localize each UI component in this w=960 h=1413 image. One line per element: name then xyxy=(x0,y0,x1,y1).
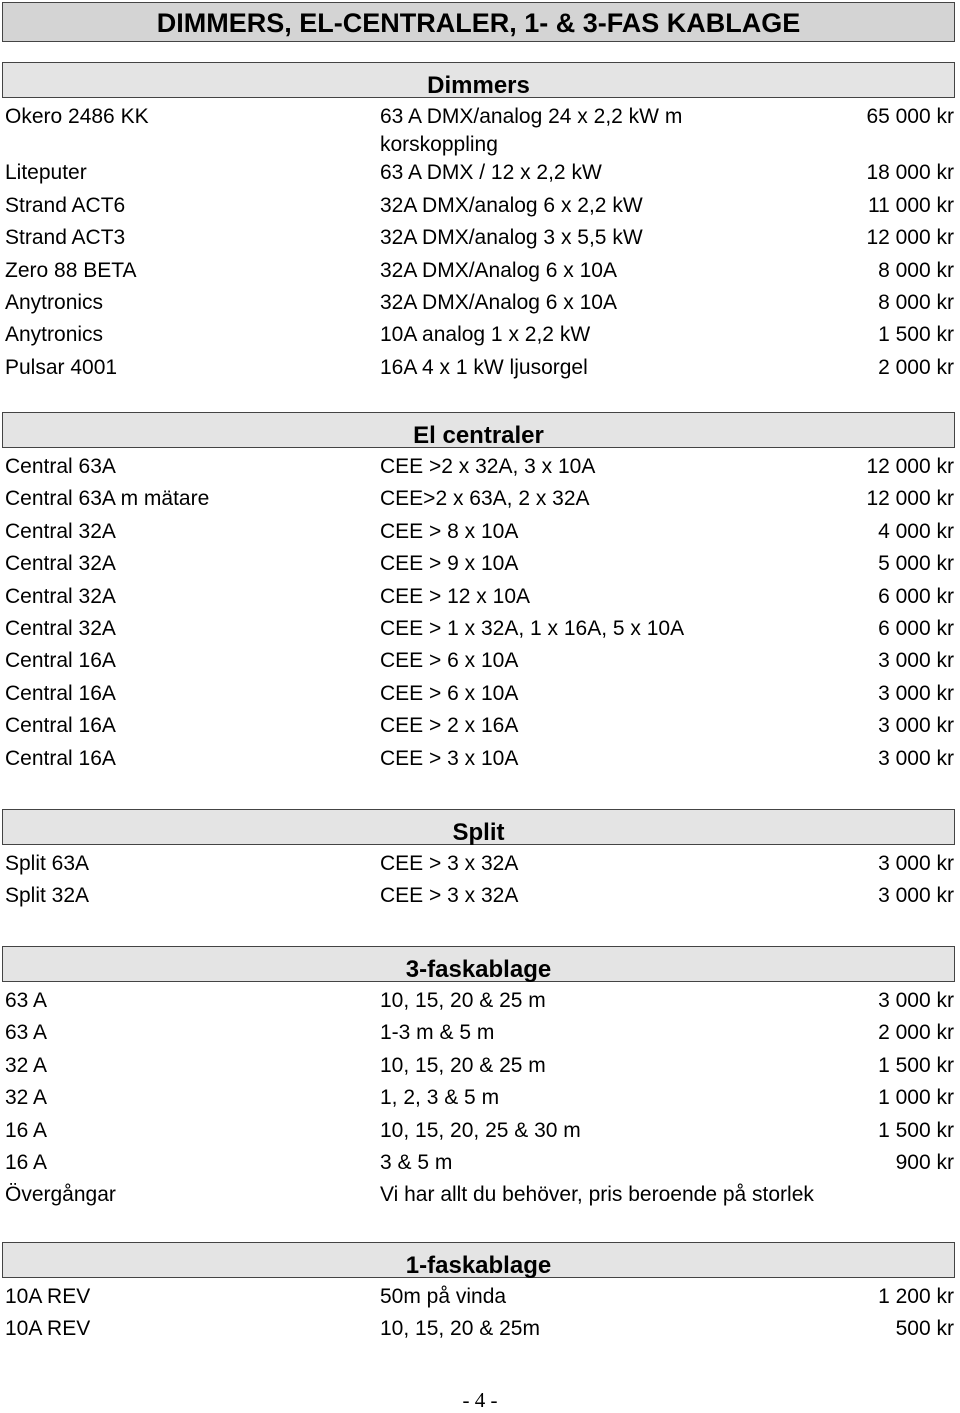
item-price: 2 000 kr xyxy=(878,1021,954,1044)
item-name: Pulsar 4001 xyxy=(5,356,118,379)
item-name: Split 32A xyxy=(5,884,90,907)
item-name: Zero 88 BETA xyxy=(5,259,137,282)
item-price: 6 000 kr xyxy=(878,617,954,640)
item-name: Central 32A xyxy=(5,520,116,543)
item-description-line: CEE > 6 x 10A xyxy=(380,682,519,705)
price-row xyxy=(0,744,960,774)
item-name: 32 A xyxy=(5,1054,48,1077)
item-description xyxy=(380,679,518,709)
item-description xyxy=(380,191,643,221)
section-header: 1-faskablage xyxy=(2,1242,955,1278)
item-description-line: 50m på vinda xyxy=(380,1285,507,1308)
item-description xyxy=(380,1051,546,1081)
section-header: Dimmers xyxy=(2,62,955,98)
item-description-line: korskoppling xyxy=(380,133,498,156)
item-price: 3 000 kr xyxy=(878,682,954,705)
price-row xyxy=(0,646,960,676)
item-description xyxy=(380,1180,814,1210)
item-name: Anytronics xyxy=(5,291,104,314)
item-name: 16 A xyxy=(5,1151,48,1174)
item-name: 10A REV xyxy=(5,1285,91,1308)
item-description xyxy=(380,484,590,514)
item-name: Strand ACT3 xyxy=(5,226,126,249)
item-description-line: CEE > 3 x 32A xyxy=(380,852,519,875)
item-name: 63 A xyxy=(5,1021,48,1044)
price-row xyxy=(0,1282,960,1312)
item-price: 900 kr xyxy=(895,1151,954,1174)
price-row xyxy=(0,711,960,741)
item-name: Central 32A xyxy=(5,617,116,640)
item-description-line: 10, 15, 20 & 25 m xyxy=(380,989,546,1012)
item-price: 65 000 kr xyxy=(866,105,954,128)
item-price: 3 000 kr xyxy=(878,747,954,770)
item-description-line: CEE > 12 x 10A xyxy=(380,585,531,608)
item-price: 3 000 kr xyxy=(878,649,954,672)
item-description xyxy=(380,158,602,188)
item-description xyxy=(380,646,518,676)
item-description-line: 10, 15, 20, 25 & 30 m xyxy=(380,1119,581,1142)
item-price: 1 500 kr xyxy=(878,323,954,346)
item-name: Split 63A xyxy=(5,852,90,875)
item-description xyxy=(380,1282,506,1312)
item-description xyxy=(380,711,518,741)
item-name: Anytronics xyxy=(5,323,104,346)
item-description-line: 32A DMX/analog 3 x 5,5 kW xyxy=(380,226,643,249)
item-name: Övergångar xyxy=(5,1183,116,1206)
item-description xyxy=(380,744,518,774)
item-price: 18 000 kr xyxy=(866,161,954,184)
item-price: 1 000 kr xyxy=(878,1086,954,1109)
item-description-line: 10, 15, 20 & 25 m xyxy=(380,1054,546,1077)
item-description-line: Vi har allt du behöver, pris beroende på storlek xyxy=(380,1183,814,1206)
price-row xyxy=(0,484,960,514)
item-name: Central 63A m mätare xyxy=(5,487,210,510)
price-row xyxy=(0,256,960,286)
item-description-line: CEE > 6 x 10A xyxy=(380,649,519,672)
item-description-line: CEE >2 x 32A, 3 x 10A xyxy=(380,455,596,478)
price-row xyxy=(0,452,960,482)
item-price: 1 500 kr xyxy=(878,1119,954,1142)
price-row xyxy=(0,320,960,350)
page-title: DIMMERS, EL-CENTRALER, 1- & 3-FAS KABLAGE xyxy=(2,2,955,42)
item-price: 8 000 kr xyxy=(878,291,954,314)
price-row xyxy=(0,1083,960,1113)
price-row xyxy=(0,517,960,547)
item-description-line: CEE > 8 x 10A xyxy=(380,520,519,543)
price-row xyxy=(0,158,960,188)
price-row xyxy=(0,288,960,318)
item-description-line: 32A DMX/analog 6 x 2,2 kW xyxy=(380,194,643,217)
item-name: Okero 2486 KK xyxy=(5,105,149,128)
item-price: 3 000 kr xyxy=(878,884,954,907)
item-price: 3 000 kr xyxy=(878,989,954,1012)
price-row xyxy=(0,102,960,156)
item-description-line: 1-3 m & 5 m xyxy=(380,1021,495,1044)
item-price: 1 200 kr xyxy=(878,1285,954,1308)
item-price: 12 000 kr xyxy=(866,487,954,510)
item-name: Central 16A xyxy=(5,682,116,705)
item-name: Central 32A xyxy=(5,585,116,608)
item-price: 12 000 kr xyxy=(866,226,954,249)
item-description-line: 32A DMX/Analog 6 x 10A xyxy=(380,259,617,282)
item-price: 5 000 kr xyxy=(878,552,954,575)
item-description-line: CEE>2 x 63A, 2 x 32A xyxy=(380,487,590,510)
item-description-line: 10A analog 1 x 2,2 kW xyxy=(380,323,591,346)
price-row xyxy=(0,353,960,383)
item-price: 11 000 kr xyxy=(868,194,954,217)
price-row xyxy=(0,191,960,221)
section-header: El centraler xyxy=(2,412,955,448)
item-description xyxy=(380,881,518,911)
item-name: Liteputer xyxy=(5,161,87,184)
item-description xyxy=(380,353,588,383)
item-description xyxy=(380,223,643,253)
item-description xyxy=(380,102,682,158)
item-description xyxy=(380,256,617,286)
item-description xyxy=(380,1018,494,1048)
item-description-line: CEE > 9 x 10A xyxy=(380,552,519,575)
item-price: 3 000 kr xyxy=(878,714,954,737)
item-description xyxy=(380,1314,540,1344)
item-name: 63 A xyxy=(5,989,48,1012)
item-description xyxy=(380,582,530,612)
item-name: 16 A xyxy=(5,1119,48,1142)
item-description xyxy=(380,549,518,579)
price-row xyxy=(0,1314,960,1344)
item-description-line: CEE > 3 x 32A xyxy=(380,884,519,907)
price-row xyxy=(0,1180,960,1210)
item-description xyxy=(380,1116,581,1146)
item-name: Central 16A xyxy=(5,747,116,770)
price-row xyxy=(0,1148,960,1178)
item-description-line: 1, 2, 3 & 5 m xyxy=(380,1086,500,1109)
price-row xyxy=(0,881,960,911)
item-price: 1 500 kr xyxy=(878,1054,954,1077)
item-price: 500 kr xyxy=(895,1317,954,1340)
item-description xyxy=(380,614,684,644)
section-header: 3-faskablage xyxy=(2,946,955,982)
item-name: Central 63A xyxy=(5,455,116,478)
item-description-line: 16A 4 x 1 kW ljusorgel xyxy=(380,356,588,379)
item-description-line: 63 A DMX/analog 24 x 2,2 kW m xyxy=(380,105,683,128)
item-name: 32 A xyxy=(5,1086,48,1109)
item-description-line: CEE > 3 x 10A xyxy=(380,747,519,770)
item-name: Strand ACT6 xyxy=(5,194,126,217)
item-description xyxy=(380,288,617,318)
price-row xyxy=(0,1018,960,1048)
item-description-line: CEE > 2 x 16A xyxy=(380,714,519,737)
price-row xyxy=(0,549,960,579)
item-description xyxy=(380,517,518,547)
item-description xyxy=(380,1083,499,1113)
item-name: Central 16A xyxy=(5,649,116,672)
item-price: 6 000 kr xyxy=(878,585,954,608)
item-name: Central 32A xyxy=(5,552,116,575)
price-row xyxy=(0,679,960,709)
price-row xyxy=(0,1051,960,1081)
item-description-line: 32A DMX/Analog 6 x 10A xyxy=(380,291,617,314)
item-price: 4 000 kr xyxy=(878,520,954,543)
item-description-line: 3 & 5 m xyxy=(380,1151,453,1174)
price-row xyxy=(0,986,960,1016)
item-price: 12 000 kr xyxy=(866,455,954,478)
section-header: Split xyxy=(2,809,955,845)
item-description xyxy=(380,452,595,482)
item-description xyxy=(380,849,518,879)
item-price: 3 000 kr xyxy=(878,852,954,875)
item-name: Central 16A xyxy=(5,714,116,737)
item-name: 10A REV xyxy=(5,1317,91,1340)
price-row xyxy=(0,849,960,879)
item-price: 8 000 kr xyxy=(878,259,954,282)
item-description-line: CEE > 1 x 32A, 1 x 16A, 5 x 10A xyxy=(380,617,685,640)
item-price: 2 000 kr xyxy=(878,356,954,379)
item-description-line: 10, 15, 20 & 25m xyxy=(380,1317,540,1340)
page-number: - 4 - xyxy=(462,1388,498,1412)
item-description xyxy=(380,1148,452,1178)
item-description xyxy=(380,986,546,1016)
price-row xyxy=(0,614,960,644)
price-row xyxy=(0,223,960,253)
price-row xyxy=(0,582,960,612)
item-description-line: 63 A DMX / 12 x 2,2 kW xyxy=(380,161,602,184)
item-description xyxy=(380,320,590,350)
price-row xyxy=(0,1116,960,1146)
